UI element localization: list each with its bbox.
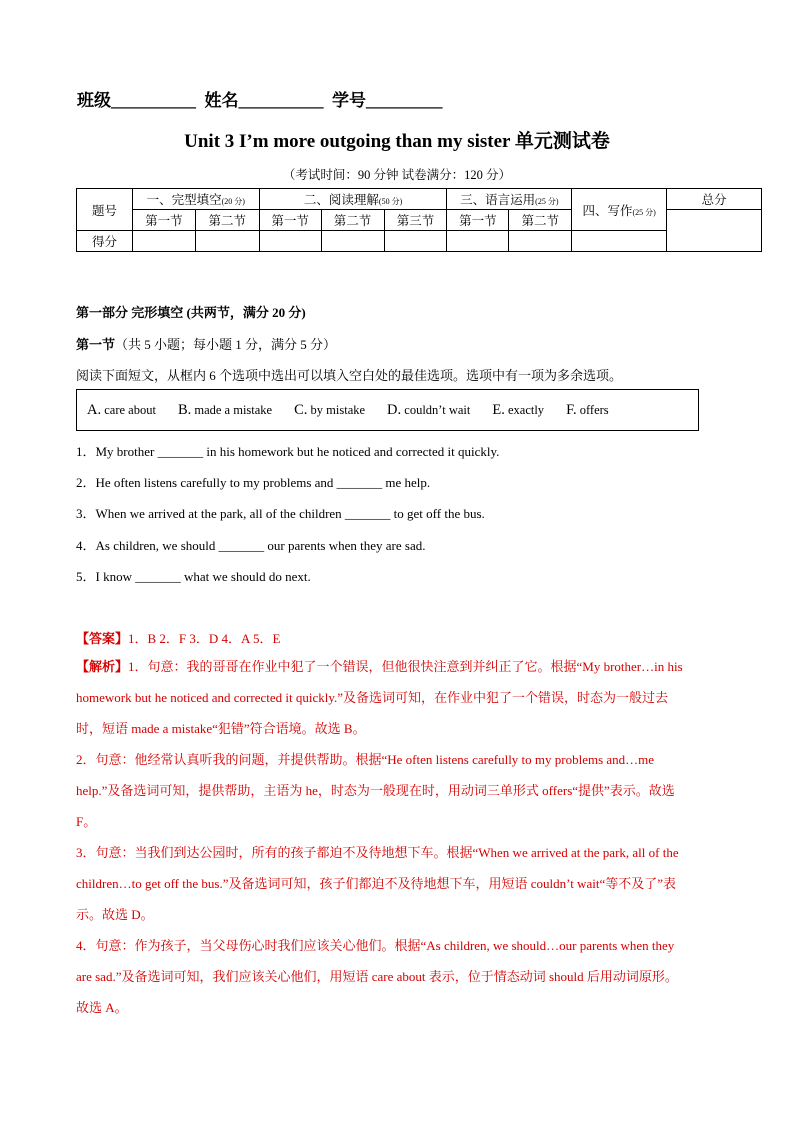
- analysis-line: 【解析】1．句意：我的哥哥在作业中犯了一个错误，但他很快注意到并纠正了它。根据“My brother…in his: [76, 659, 683, 674]
- part1-heading: 第一部分 完形填空 (共两节，满分 20 分): [76, 305, 306, 320]
- section1-heading: 第一节（共 5 小题；每小题 1 分，满分 5 分）: [76, 337, 337, 352]
- score-cell[interactable]: [259, 231, 321, 252]
- page-title: Unit 3 I’m more outgoing than my sister 单元测试卷: [184, 131, 610, 152]
- analysis-line: help.”及备选词可知，提供帮助，主语为 he，时态为一般现在时，用动词三单形式 offers“提供”表示。故选: [76, 783, 675, 798]
- exam-info: （考试时间：90 分钟 试卷满分：120 分）: [282, 168, 512, 182]
- sub-section: 第一节: [132, 210, 195, 231]
- sub-section: 第一节: [447, 210, 509, 231]
- sub-section: 第一节: [259, 210, 321, 231]
- section-reading: 二、阅读理解(50 分): [259, 189, 447, 210]
- score-cell[interactable]: [509, 231, 572, 252]
- score-cell[interactable]: [195, 231, 259, 252]
- answer-line: 【答案】1．B 2．F 3．D 4．A 5．E: [76, 631, 281, 646]
- analysis-block: [76, 651, 726, 1023]
- score-cell[interactable]: [321, 231, 384, 252]
- score-cell[interactable]: [447, 231, 509, 252]
- name-field[interactable]: 姓名__________: [204, 91, 324, 110]
- total-header: 总分: [667, 189, 762, 210]
- analysis-line: 3．句意：当我们到达公园时，所有的孩子都迫不及待地想下车。根据“When we arrived at the park, all of the: [76, 845, 679, 860]
- sub-section: 第二节: [321, 210, 384, 231]
- option-a: A. care about: [87, 401, 156, 418]
- option-f: F. offers: [566, 401, 609, 418]
- score-table: [76, 188, 762, 252]
- option-e: E. exactly: [492, 401, 545, 418]
- analysis-line: 时，短语 made a mistake“犯错”符合语境。故选 B。: [76, 721, 366, 736]
- question-1: 1．My brother _______ in his homework but he noticed and corrected it quickly.: [76, 444, 500, 459]
- analysis-line: 4．句意：作为孩子，当父母伤心时我们应该关心他们。根据“As children, we should…our parents when they: [76, 938, 675, 953]
- option-c: C. by mistake: [294, 401, 366, 418]
- analysis-line: 故选 A。: [76, 1000, 128, 1015]
- score-cell[interactable]: [132, 231, 195, 252]
- analysis-line: children…to get off the bus.”及备选词可知，孩子们都迫不及待地想下车，用短语 couldn’t wait“等不及了”表: [76, 876, 676, 891]
- instruction: 阅读下面短文，从框内 6 个选项中选出可以填入空白处的最佳选项。选项中有一项为多余选项。: [76, 368, 623, 383]
- option-b: B. made a mistake: [177, 401, 273, 418]
- score-cell[interactable]: [384, 231, 447, 252]
- row-label-title: 题号: [77, 189, 133, 231]
- analysis-line: F。: [76, 814, 97, 829]
- analysis-line: 示。故选 D。: [76, 907, 154, 922]
- sub-section: 第二节: [509, 210, 572, 231]
- student-id-field[interactable]: 学号_________: [332, 91, 443, 110]
- section-writing: 四、写作(25 分): [572, 189, 667, 231]
- score-cell[interactable]: [572, 231, 667, 252]
- row-label-score: 得分: [77, 231, 133, 252]
- section-language: 三、语言运用(25 分): [447, 189, 572, 210]
- sub-section: 第三节: [384, 210, 447, 231]
- analysis-line: homework but he noticed and corrected it quickly.”及备选词可知，在作业中犯了一个错误，时态为一般过去: [76, 690, 669, 705]
- option-d: D. couldn’t wait: [387, 401, 471, 418]
- analysis-line: are sad.”及备选词可知，我们应该关心他们，用短语 care about 表示，位于情态动词 should 后用动词原形。: [76, 969, 678, 984]
- options-box: [76, 389, 699, 431]
- total-score-cell[interactable]: [667, 210, 762, 252]
- class-field[interactable]: 班级__________: [77, 91, 196, 110]
- question-4: 4．As children, we should _______ our parents when they are sad.: [76, 538, 426, 553]
- section-cloze: 一、完型填空(20 分): [132, 189, 259, 210]
- analysis-line: 2．句意：他经常认真听我的问题，并提供帮助。根据“He often listens carefully to my problems and…me: [76, 752, 655, 767]
- question-3: 3．When we arrived at the park, all of the children _______ to get off the bus.: [76, 506, 485, 521]
- question-5: 5．I know _______ what we should do next.: [76, 569, 311, 584]
- student-info-line: [77, 86, 443, 111]
- question-2: 2．He often listens carefully to my problems and _______ me help.: [76, 475, 431, 490]
- sub-section: 第二节: [195, 210, 259, 231]
